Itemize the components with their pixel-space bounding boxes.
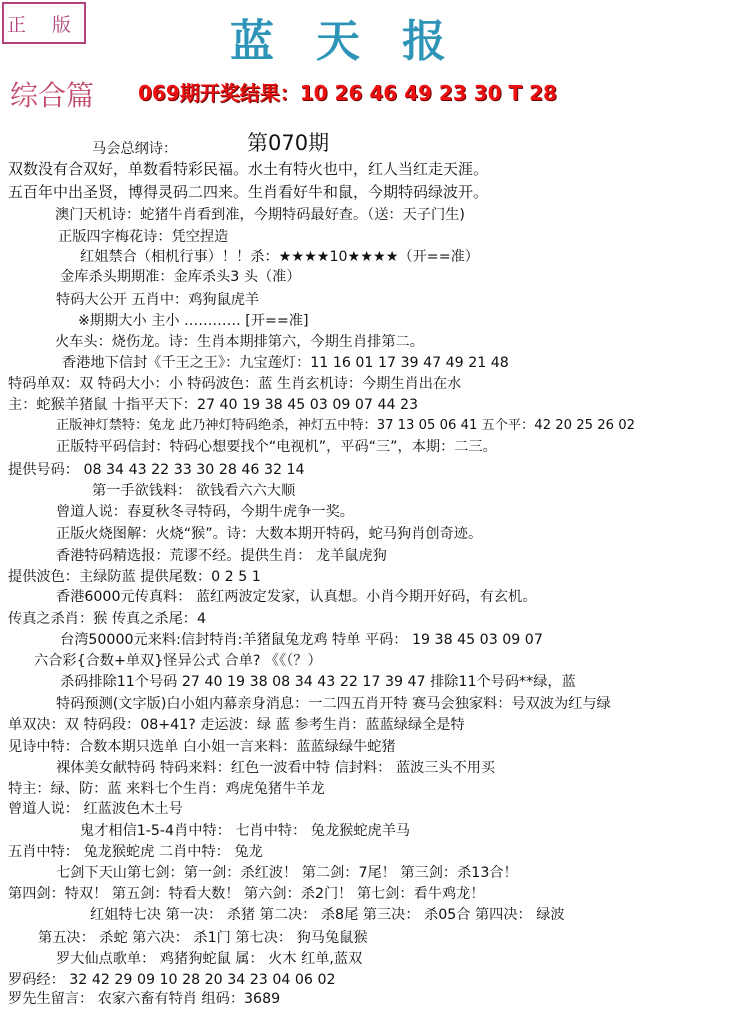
text-line: 第四剑：特双！ 第五剑：特看大数！ 第六剑：杀2门！ 第七剑：看牛鸡龙！	[8, 886, 485, 902]
text-line: 裸体美女献特码 特码来料：红色一波看中特 信封料： 蓝波三头不用买	[56, 760, 496, 776]
text-line: 红姐特七决 第一决： 杀猪 第二决： 杀8尾 第三决： 杀05合 第四决： 绿波	[90, 907, 565, 923]
text-line: 曾道人说：春夏秋冬寻特码，今期牛虎争一奖。	[56, 504, 354, 520]
text-line: 提供号码： 08 34 43 22 33 30 28 46 32 14	[8, 462, 305, 478]
text-line: 提供波色：主绿防蓝 提供尾数：0 2 5 1	[8, 569, 261, 585]
text-line: 主：蛇猴羊猪鼠 十指平天下：27 40 19 38 45 03 09 07 44 23	[8, 397, 419, 413]
text-line: ※期期大小 主小 ………… [开==准]	[78, 313, 309, 329]
text-line: 正版神灯禁特：兔龙 此乃神灯特码绝杀，神灯五中特：37 13 05 06 41 五个平：42 20 25 26 02	[56, 418, 635, 433]
page-title: 蓝天报	[230, 16, 488, 67]
text-line: 马会总纲诗：	[92, 141, 178, 157]
text-line: 双数没有合双好，单数看特彩民福。水土有特火也中，红人当红走天涯。	[8, 160, 489, 178]
text-line: 台湾50000元来料:信封特肖:羊猪鼠兔龙鸡 特单 平码： 19 38 45 03 09 07	[60, 632, 543, 648]
text-line: 七剑下天山第七剑：第一剑：杀红波！ 第二剑：7尾！ 第三剑：杀13合！	[56, 865, 518, 881]
text-line: 见诗中特：合数本期只选单 白小姐一言来料：蓝蓝绿绿牛蛇猪	[8, 739, 396, 755]
text-line: 特码大公开 五肖中：鸡狗鼠虎羊	[56, 292, 260, 308]
text-line: 罗大仙点歌单： 鸡猪狗蛇鼠 属： 火木 红单,蓝双	[56, 951, 363, 967]
text-line: 香港6000元传真料： 蓝红两波定发家，认真想。小肖今期开好码，有玄机。	[56, 589, 537, 605]
text-line: 传真之杀肖：猴 传真之杀尾：4	[8, 611, 206, 627]
text-line: 罗先生留言： 农家六畜有特肖 组码：3689	[8, 991, 281, 1007]
issue-number: 第070期	[247, 131, 330, 155]
text-line: 红姐禁合（相机行事）！！杀：★★★★10★★★★（开==准）	[80, 249, 479, 265]
text-line: 特主：绿、防：蓝 来料七个生肖：鸡虎兔猪牛羊龙	[8, 781, 325, 797]
text-line: 金库杀头期期准：金库杀头3 头（准）	[60, 269, 301, 285]
text-line: 第五决： 杀蛇 第六决： 杀1门 第七决： 狗马兔鼠猴	[38, 930, 368, 946]
text-line: 正版四字梅花诗：凭空捏造	[58, 229, 229, 245]
text-line: 香港特码精选报：荒谬不经。提供生肖： 龙羊鼠虎狗	[56, 548, 387, 564]
draw-result: 069期开奖结果：10 26 46 49 23 30 T 28	[138, 81, 557, 105]
text-line: 澳门天机诗：蛇猪牛肖看到准，今期特码最好查。（送：天子门生)	[55, 207, 465, 223]
text-line: 罗码经： 32 42 29 09 10 28 20 34 23 04 06 02	[8, 972, 336, 988]
text-line: 香港地下信封《千王之王》：九宝莲灯：11 16 01 17 39 47 49 21 48	[62, 355, 509, 371]
text-line: 正版特平码信封：特码心想要找个“电视机”，平码“三”，本期：二三。	[56, 439, 497, 455]
text-line: 鬼才相信1-5-4肖中特： 七肖中特： 兔龙猴蛇虎羊马	[80, 823, 411, 839]
section-label: 综合篇	[10, 79, 95, 112]
text-line: 五百年中出圣贤，博得灵码二四来。生肖看好牛和鼠，今期特码绿波开。	[8, 183, 489, 201]
text-line: 六合彩{合数+单双}怪异公式 合单? 《《（？）	[34, 653, 322, 669]
text-line: 五肖中特： 兔龙猴蛇虎 二肖中特： 兔龙	[8, 844, 263, 860]
text-line: 曾道人说： 红蓝波色木土号	[8, 801, 183, 817]
text-line: 杀码排除11个号码 27 40 19 38 08 34 43 22 17 39 47 排除11个号码**绿，蓝	[60, 674, 576, 690]
text-line: 单双决：双 特码段：08+41? 走运波：绿 蓝 参考生肖：蓝蓝绿绿全是特	[8, 717, 465, 733]
text-line: 第一手欲钱料： 欲钱看六六大顺	[92, 483, 296, 499]
text-line: 特码预测(文字版)白小姐内幕亲身消息：一二四五肖开特 赛马会独家料：号双波为红与绿	[56, 696, 611, 712]
text-line: 火车头：烧伤龙。诗：生肖本期排第六，今期生肖排第二。	[55, 334, 424, 350]
official-stamp: 正 版	[2, 2, 86, 44]
text-line: 正版火烧图解：火烧“猴”。诗：大数本期开特码，蛇马狗肖创奇迹。	[56, 526, 483, 542]
text-line: 特码单双：双 特码大小：小 特码波色：蓝 生肖玄机诗：今期生肖出在水	[8, 376, 462, 392]
